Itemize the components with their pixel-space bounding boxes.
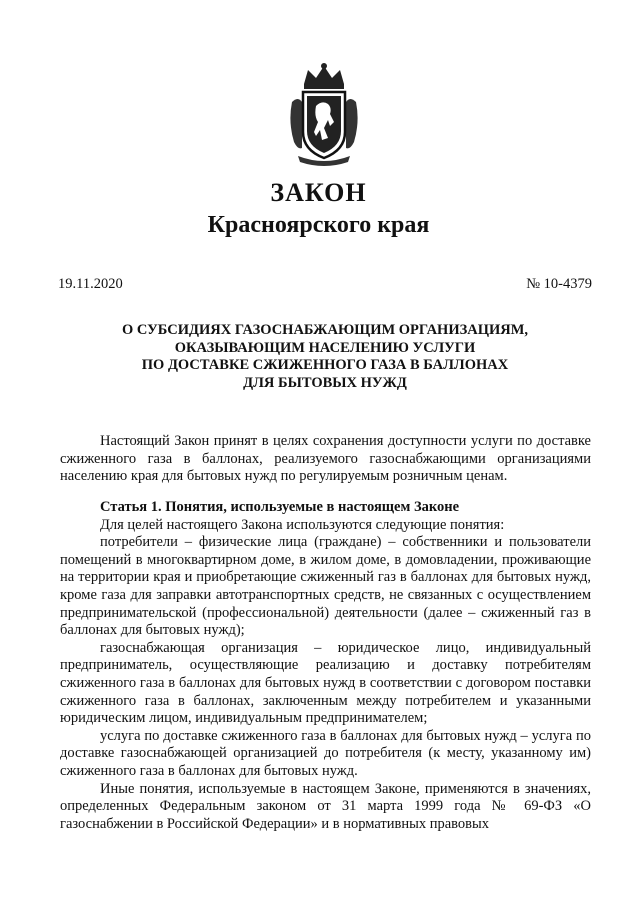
article-paragraph: газоснабжающая организация – юридическое лицо, индивидуальный предприниматель, осуществляющие реализацию и доставку потребителям сжиженного газа в баллонах для бытовых нужд в соответствии с договором поставки сжиженного газа в баллонах, заключенным между потребителем и указанными юридическим лицом, индивидуальным предпринимателем; — [60, 639, 591, 727]
article-title: Статья 1. Понятия, используемые в настоящем Законе — [100, 499, 460, 515]
law-heading — [60, 322, 590, 392]
heading-line: ОКАЗЫВАЮЩИМ НАСЕЛЕНИЮ УСЛУГИ — [174, 339, 476, 356]
law-date: 19.11.2020 — [58, 276, 123, 292]
heading-line: ПО ДОСТАВКЕ СЖИЖЕННОГО ГАЗА В БАЛЛОНАХ — [141, 357, 509, 373]
heading-line: ДЛЯ БЫТОВЫХ НУЖД — [243, 374, 407, 391]
coat-of-arms-icon — [288, 62, 360, 166]
heading-line: О СУБСИДИЯХ ГАЗОСНАБЖАЮЩИМ ОРГАНИЗАЦИЯМ, — [121, 322, 529, 338]
article-paragraph: потребители – физические лица (граждане) – собственники и пользователи помещений в многоквартирном доме, в жилом доме, в домовладении, проживающие на территории края и приобретающие сжиженный газ в баллонах для бытовых нужд, кроме газа для заправки автотранспортных средств, не связанных с осуществлением предпринимательской (профессиональной) деятельности (далее – сжиженный газ в баллонах для бытовых нужд); — [60, 534, 591, 639]
law-title: ЗАКОН — [270, 178, 367, 207]
article-paragraph: услуга по доставке сжиженного газа в баллонах для бытовых нужд – услуга по доставке газоснабжающей организацией до потребителя (к месту, указанному им) сжиженного газа в баллонах для бытовых нужд. — [60, 727, 591, 779]
law-number: № 10-4379 — [526, 276, 592, 292]
article-paragraph: Иные понятия, используемые в настоящем Законе, применяются в значениях, определенных Федеральным законом от 31 марта 1999 года № 69-ФЗ «О газоснабжении в Российской Федерации» и в нормативных правовых — [60, 780, 591, 832]
preamble-text: Настоящий Закон принят в целях сохранения доступности услуги по доставке сжиженного газа в баллонах, реализуемого газоснабжающими организациями населению края для бытовых нужд по регулируемым розничным ценам. — [60, 433, 591, 485]
article-1 — [60, 499, 591, 833]
preamble — [60, 433, 591, 486]
law-subtitle: Красноярского края — [207, 212, 430, 238]
article-paragraph: Для целей настоящего Закона используются следующие понятия: — [100, 516, 505, 533]
